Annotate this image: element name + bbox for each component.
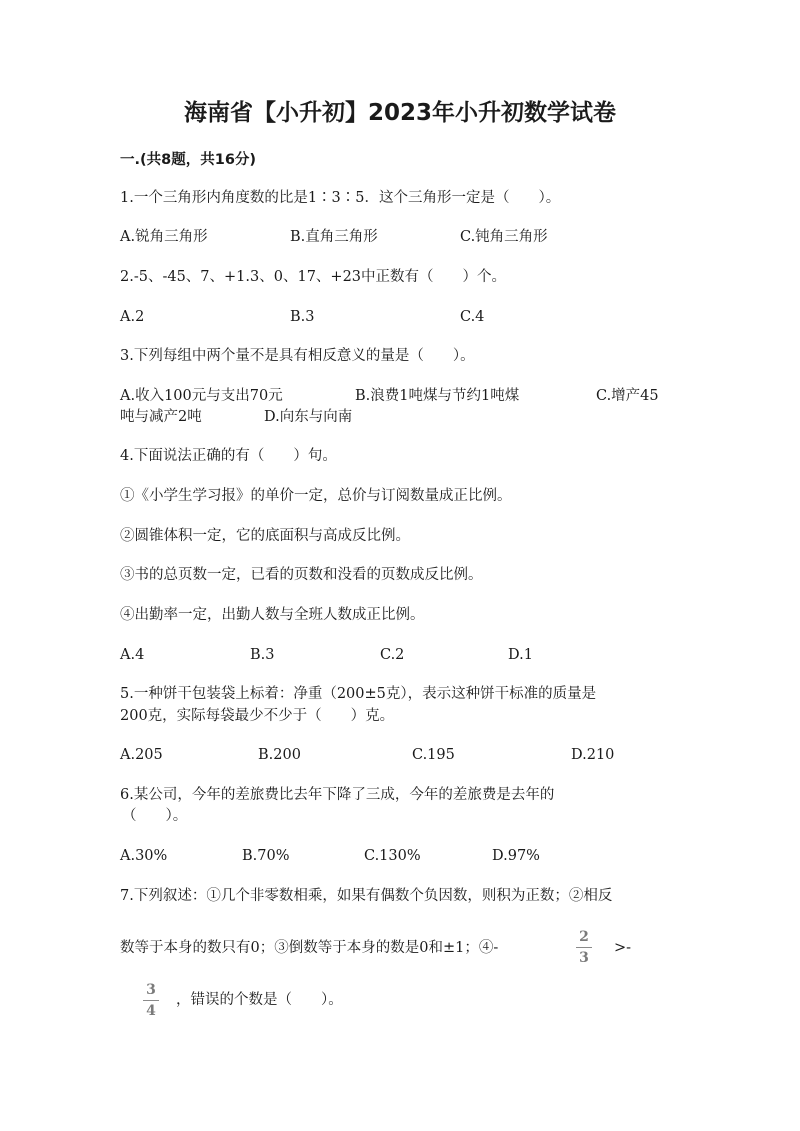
question-1-option-a: A.锐角三角形 <box>120 229 208 245</box>
question-7-greater-than: >- <box>614 940 632 956</box>
question-6-option-c: C.130% <box>364 848 421 864</box>
fraction-two-thirds <box>574 929 594 966</box>
fraction-2-bar <box>143 1000 159 1001</box>
question-5-option-a: A.205 <box>120 747 163 763</box>
question-6-stem-line-1: 6.某公司，今年的差旅费比去年下降了三成，今年的差旅费是去年的 <box>120 787 555 803</box>
question-4-statement-2: ②圆锥体积一定，它的底面积与高成反比例。 <box>120 528 410 544</box>
question-4-statement-3: ③书的总页数一定，已看的页数和没看的页数成反比例。 <box>120 567 483 583</box>
question-3-option-b: B.浪费1吨煤与节约1吨煤 <box>355 388 520 404</box>
fraction-2-denominator: 4 <box>146 1003 156 1019</box>
question-6-stem-line-2: （ ）。 <box>122 808 188 824</box>
question-3-option-c: C.增产45 <box>596 388 659 404</box>
question-1-option-b: B.直角三角形 <box>290 229 378 245</box>
question-1-option-c: C.钝角三角形 <box>460 229 548 245</box>
question-3-option-d: D.向东与向南 <box>264 409 353 425</box>
question-5-stem-line-1: 5.一种饼干包装袋上标着：净重（200±5克），表示这种饼干标准的质量是 <box>120 686 597 702</box>
question-6-option-a: A.30% <box>120 848 168 864</box>
question-5-option-c: C.195 <box>412 747 455 763</box>
question-7-stem-line-2: 数等于本身的数只有0；③倒数等于本身的数是0和±1；④- <box>120 940 499 956</box>
question-4-option-d: D.1 <box>508 647 533 663</box>
page-title: 海南省【小升初】2023年小升初数学试卷 <box>183 100 616 126</box>
question-7-stem-line-1: 7.下列叙述：①几个非零数相乘，如果有偶数个负因数，则积为正数；②相反 <box>120 888 613 904</box>
fraction-1-numerator: 2 <box>579 929 589 945</box>
question-4-statement-1: ①《小学生学习报》的单价一定，总价与订阅数量成正比例。 <box>120 488 512 504</box>
section-heading: 一.(共8题，共16分) <box>120 152 257 168</box>
question-1-stem: 1.一个三角形内角度数的比是1∶3∶5．这个三角形一定是（ ）。 <box>120 190 561 206</box>
question-4-stem: 4.下面说法正确的有（ ）句。 <box>120 448 337 464</box>
question-6-option-d: D.97% <box>492 848 540 864</box>
question-4-statement-4: ④出勤率一定，出勤人数与全班人数成正比例。 <box>120 607 425 623</box>
question-2-option-c: C.4 <box>460 309 485 325</box>
question-3-option-a: A.收入100元与支出70元 <box>120 388 283 404</box>
question-5-option-d: D.210 <box>571 747 615 763</box>
question-4-option-c: C.2 <box>380 647 405 663</box>
question-5-option-b: B.200 <box>258 747 301 763</box>
fraction-three-quarters <box>141 982 161 1019</box>
fraction-1-denominator: 3 <box>579 950 589 966</box>
question-2-option-b: B.3 <box>290 309 315 325</box>
question-2-option-a: A.2 <box>120 309 145 325</box>
question-5-stem-line-2: 200克，实际每袋最少不少于（ ）克。 <box>120 708 395 724</box>
question-6-option-b: B.70% <box>242 848 290 864</box>
fraction-1-bar <box>576 947 592 948</box>
question-2-stem: 2.-5、-45、7、+1.3、0、17、+23中正数有（ ）个。 <box>120 269 507 285</box>
question-4-option-b: B.3 <box>250 647 275 663</box>
question-3-stem: 3.下列每组中两个量不是具有相反意义的量是（ ）。 <box>120 348 475 364</box>
question-7-stem-line-3: ，错误的个数是（ ）。 <box>176 992 343 1008</box>
fraction-2-numerator: 3 <box>146 982 156 998</box>
question-3-option-c-continued: 吨与减产2吨 <box>120 409 202 425</box>
question-4-option-a: A.4 <box>120 647 145 663</box>
